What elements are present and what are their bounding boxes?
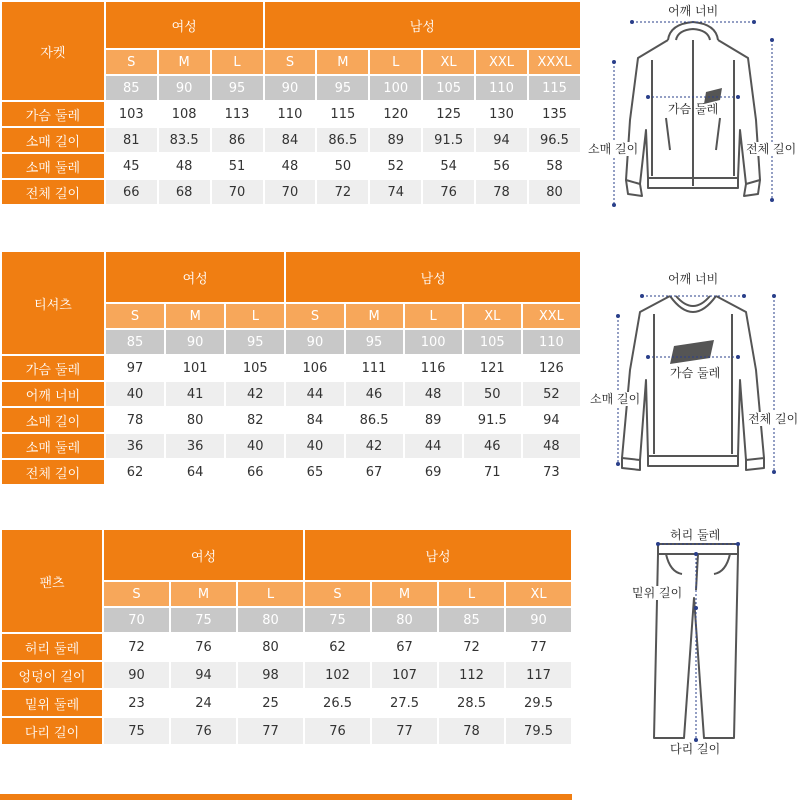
cell: 89 [370, 128, 421, 152]
size-label: L [405, 304, 462, 328]
cell: 40 [286, 434, 343, 458]
cell: 64 [166, 460, 224, 484]
cell: 94 [476, 128, 527, 152]
cell: 46 [464, 434, 521, 458]
row-label: 소매 둘레 [2, 154, 104, 178]
total-length-label: 전체 길이 [748, 412, 799, 426]
size-number: 100 [405, 330, 462, 354]
pants-illustration-icon [586, 528, 800, 760]
cell: 65 [286, 460, 343, 484]
row-label: 엉덩이 길이 [2, 662, 102, 688]
cell: 86.5 [317, 128, 368, 152]
cell: 76 [423, 180, 474, 204]
cell: 72 [317, 180, 368, 204]
cell: 48 [523, 434, 580, 458]
pants-section [0, 528, 800, 760]
cell: 116 [405, 356, 462, 380]
cell: 121 [464, 356, 521, 380]
size-label: XXXL [529, 50, 580, 74]
cell: 77 [238, 718, 303, 744]
cell: 58 [529, 154, 580, 178]
cell: 48 [159, 154, 210, 178]
tshirt-category-label: 티셔츠 [2, 252, 104, 354]
size-number: 95 [212, 76, 263, 100]
cell: 102 [305, 662, 370, 688]
size-label: S [106, 50, 157, 74]
shoulder-width-label: 어깨 너비 [668, 272, 719, 286]
size-label: XXL [476, 50, 527, 74]
cell: 76 [171, 634, 236, 660]
cell: 130 [476, 102, 527, 126]
table-row [2, 634, 571, 660]
cell: 94 [523, 408, 580, 432]
cell: 52 [523, 382, 580, 406]
cell: 51 [212, 154, 263, 178]
size-label: L [212, 50, 263, 74]
rise-label: 밑위 길이 [632, 586, 683, 600]
cell: 46 [346, 382, 403, 406]
table-row [2, 102, 580, 126]
size-label: XL [423, 50, 474, 74]
cell: 80 [238, 634, 303, 660]
cell: 44 [405, 434, 462, 458]
cell: 62 [305, 634, 370, 660]
cell: 77 [506, 634, 571, 660]
size-number: 85 [106, 330, 164, 354]
cell: 76 [305, 718, 370, 744]
cell: 36 [166, 434, 224, 458]
size-label: M [171, 582, 236, 606]
waist-label: 허리 둘레 [670, 528, 721, 542]
row-label: 전체 길이 [2, 460, 104, 484]
tshirt-women-header: 여성 [106, 252, 284, 302]
size-label: M [166, 304, 224, 328]
size-label: XL [506, 582, 571, 606]
jacket-section [0, 0, 800, 210]
cell: 50 [464, 382, 521, 406]
pants-diagram [586, 528, 800, 760]
table-row [2, 356, 580, 380]
cell: 42 [226, 382, 284, 406]
cell: 52 [370, 154, 421, 178]
table-row [2, 460, 580, 484]
size-label: M [159, 50, 210, 74]
cell: 45 [106, 154, 157, 178]
cell: 84 [265, 128, 316, 152]
cell: 83.5 [159, 128, 210, 152]
cell: 96.5 [529, 128, 580, 152]
cell: 111 [346, 356, 403, 380]
cell: 62 [106, 460, 164, 484]
cell: 98 [238, 662, 303, 688]
cell: 56 [476, 154, 527, 178]
cell: 73 [523, 460, 580, 484]
cell: 66 [106, 180, 157, 204]
size-label: L [238, 582, 303, 606]
cell: 125 [423, 102, 474, 126]
size-label: M [317, 50, 368, 74]
cell: 68 [159, 180, 210, 204]
size-number: 115 [529, 76, 580, 100]
chest-label: 가슴 둘레 [670, 366, 721, 380]
size-label: M [346, 304, 403, 328]
tshirt-diagram [586, 250, 800, 490]
size-number: 110 [476, 76, 527, 100]
cell: 89 [405, 408, 462, 432]
cell: 106 [286, 356, 343, 380]
size-label: L [370, 50, 421, 74]
pants-size-table [0, 528, 573, 746]
cell: 67 [346, 460, 403, 484]
size-number: 105 [423, 76, 474, 100]
cell: 74 [370, 180, 421, 204]
cell: 105 [226, 356, 284, 380]
tshirt-size-table [0, 250, 582, 486]
cell: 40 [106, 382, 164, 406]
cell: 79.5 [506, 718, 571, 744]
size-label: S [106, 304, 164, 328]
cell: 80 [166, 408, 224, 432]
cell: 91.5 [464, 408, 521, 432]
size-number: 110 [523, 330, 580, 354]
size-number: 80 [238, 608, 303, 632]
next-section-header-partial [0, 794, 572, 800]
cell: 107 [372, 662, 437, 688]
size-number: 95 [226, 330, 284, 354]
table-row [2, 718, 571, 744]
table-row [2, 382, 580, 406]
jacket-category-label: 자켓 [2, 2, 104, 100]
table-row [2, 690, 571, 716]
cell: 91.5 [423, 128, 474, 152]
cell: 72 [104, 634, 169, 660]
cell: 50 [317, 154, 368, 178]
table-row [2, 154, 580, 178]
cell: 82 [226, 408, 284, 432]
cell: 24 [171, 690, 236, 716]
cell: 117 [506, 662, 571, 688]
row-label: 어깨 너비 [2, 382, 104, 406]
cell: 54 [423, 154, 474, 178]
size-number: 95 [317, 76, 368, 100]
row-label: 소매 길이 [2, 408, 104, 432]
size-number: 75 [305, 608, 370, 632]
table-row [2, 434, 580, 458]
cell: 112 [439, 662, 504, 688]
cell: 40 [226, 434, 284, 458]
size-number: 90 [265, 76, 316, 100]
table-row [2, 408, 580, 432]
row-label: 밑위 둘레 [2, 690, 102, 716]
leg-length-label: 다리 길이 [670, 742, 721, 756]
cell: 70 [212, 180, 263, 204]
cell: 84 [286, 408, 343, 432]
cell: 44 [286, 382, 343, 406]
size-number: 95 [346, 330, 403, 354]
size-number: 80 [372, 608, 437, 632]
cell: 90 [104, 662, 169, 688]
size-number: 90 [166, 330, 224, 354]
cell: 78 [476, 180, 527, 204]
row-label: 가슴 둘레 [2, 102, 104, 126]
size-number: 105 [464, 330, 521, 354]
cell: 72 [439, 634, 504, 660]
cell: 97 [106, 356, 164, 380]
shoulder-width-label: 어깨 너비 [668, 4, 719, 18]
row-label: 소매 길이 [2, 128, 104, 152]
cell: 135 [529, 102, 580, 126]
cell: 77 [372, 718, 437, 744]
size-number: 90 [159, 76, 210, 100]
pants-category-label: 팬츠 [2, 530, 102, 632]
cell: 70 [265, 180, 316, 204]
cell: 42 [346, 434, 403, 458]
size-number: 100 [370, 76, 421, 100]
cell: 36 [106, 434, 164, 458]
jacket-women-header: 여성 [106, 2, 263, 48]
size-label: S [305, 582, 370, 606]
size-label: XXL [523, 304, 580, 328]
size-label: M [372, 582, 437, 606]
cell: 26.5 [305, 690, 370, 716]
cell: 115 [317, 102, 368, 126]
jacket-men-header: 남성 [265, 2, 581, 48]
row-label: 다리 길이 [2, 718, 102, 744]
jacket-size-table [0, 0, 582, 206]
cell: 113 [212, 102, 263, 126]
cell: 41 [166, 382, 224, 406]
tshirt-section [0, 250, 800, 490]
cell: 81 [106, 128, 157, 152]
cell: 120 [370, 102, 421, 126]
cell: 25 [238, 690, 303, 716]
size-number: 85 [106, 76, 157, 100]
size-number: 70 [104, 608, 169, 632]
size-number: 85 [439, 608, 504, 632]
cell: 69 [405, 460, 462, 484]
cell: 94 [171, 662, 236, 688]
chest-label: 가슴 둘레 [668, 102, 719, 116]
size-label: S [286, 304, 343, 328]
row-label: 전체 길이 [2, 180, 104, 204]
size-label: L [226, 304, 284, 328]
table-row [2, 180, 580, 204]
cell: 86.5 [346, 408, 403, 432]
row-label: 소매 둘레 [2, 434, 104, 458]
cell: 28.5 [439, 690, 504, 716]
cell: 23 [104, 690, 169, 716]
tshirt-men-header: 남성 [286, 252, 580, 302]
cell: 108 [159, 102, 210, 126]
row-label: 허리 둘레 [2, 634, 102, 660]
size-number: 75 [171, 608, 236, 632]
cell: 78 [106, 408, 164, 432]
table-row [2, 662, 571, 688]
pants-men-header: 남성 [305, 530, 571, 580]
total-length-label: 전체 길이 [746, 142, 797, 156]
cell: 66 [226, 460, 284, 484]
cell: 126 [523, 356, 580, 380]
sleeve-length-label: 소매 길이 [588, 142, 639, 156]
cell: 76 [171, 718, 236, 744]
row-label: 가슴 둘레 [2, 356, 104, 380]
cell: 29.5 [506, 690, 571, 716]
cell: 48 [405, 382, 462, 406]
size-label: S [104, 582, 169, 606]
sleeve-length-label: 소매 길이 [590, 392, 641, 406]
cell: 78 [439, 718, 504, 744]
jacket-diagram [586, 0, 800, 210]
cell: 75 [104, 718, 169, 744]
cell: 71 [464, 460, 521, 484]
cell: 103 [106, 102, 157, 126]
cell: 48 [265, 154, 316, 178]
table-row [2, 128, 580, 152]
size-label: XL [464, 304, 521, 328]
cell: 27.5 [372, 690, 437, 716]
cell: 80 [529, 180, 580, 204]
size-number: 90 [286, 330, 343, 354]
size-number: 90 [506, 608, 571, 632]
size-label: S [265, 50, 316, 74]
cell: 67 [372, 634, 437, 660]
cell: 101 [166, 356, 224, 380]
cell: 86 [212, 128, 263, 152]
pants-women-header: 여성 [104, 530, 303, 580]
cell: 110 [265, 102, 316, 126]
size-label: L [439, 582, 504, 606]
